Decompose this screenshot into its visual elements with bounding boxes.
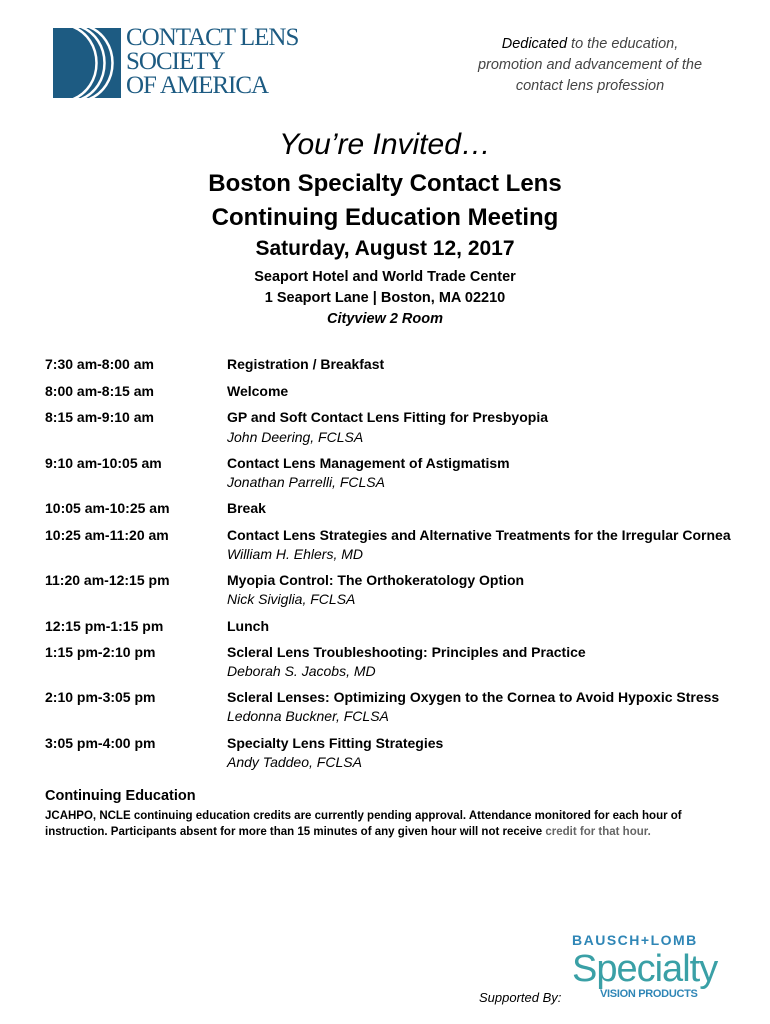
schedule-title: Scleral Lens Troubleshooting: Principles and Practice [227,644,586,660]
schedule-title: Registration / Breakfast [227,356,385,372]
tagline [460,34,720,97]
schedule-time: 10:25 am-11:20 am [45,527,169,543]
schedule-title: Contact Lens Management of Astigmatism [227,455,510,471]
event-title-line2: Continuing Education Meeting [211,204,559,231]
schedule-time: 8:15 am-9:10 am [45,409,154,425]
logo-text [126,24,299,99]
schedule-speaker: John Deering, FCLSA [227,429,364,445]
schedule-time: 7:30 am-8:00 am [45,356,154,372]
schedule-title: Scleral Lenses: Optimizing Oxygen to the Cornea to Avoid Hypoxic Stress [227,689,720,705]
schedule-title: Specialty Lens Fitting Strategies [227,735,444,751]
schedule-speaker: Deborah S. Jacobs, MD [227,663,376,679]
ce-body-line2: instruction. Participants absent for more than 15 minutes of any given hour will not receive [45,826,546,838]
logo-line-1: CONTACT LENS [126,24,299,51]
tagline-line3: contact lens profession [515,78,665,94]
logo-mark [53,28,121,98]
schedule-time: 12:15 pm-1:15 pm [45,618,164,634]
event-room: Cityview 2 Room [326,311,444,327]
event-address: 1 Seaport Lane | Boston, MA 02210 [264,290,506,306]
logo-line-2: SOCIETY [126,48,225,75]
schedule-speaker: Jonathan Parrelli, FCLSA [227,474,385,490]
schedule-title: GP and Soft Contact Lens Fitting for Presbyopia [227,409,548,425]
schedule-time: 3:05 pm-4:00 pm [45,735,156,751]
ce-body-light: credit for that hour. [545,826,651,838]
schedule-title: Myopia Control: The Orthokeratology Option [227,572,525,588]
event-title-line1: Boston Specialty Contact Lens [208,170,562,197]
sponsor-brand-name: BAUSCH+LOMB [572,932,698,948]
schedule-time: 9:10 am-10:05 am [45,455,162,471]
sponsor-vision-products: VISION PRODUCTS [600,988,698,1000]
schedule-title: Lunch [227,618,269,634]
event-venue: Seaport Hotel and World Trade Center [254,269,516,285]
schedule-time: 11:20 am-12:15 pm [45,572,170,588]
ce-heading: Continuing Education [45,788,196,804]
sponsor-specialty-wordmark: Specialty [572,948,718,990]
schedule-title: Welcome [227,383,289,399]
schedule-speaker: Ledonna Buckner, FCLSA [227,708,389,724]
logo-line-3: OF AMERICA [126,72,269,99]
schedule-time: 1:15 pm-2:10 pm [45,644,156,660]
schedule-title: Break [227,500,266,516]
schedule-time: 2:10 pm-3:05 pm [45,689,156,705]
tagline-line1: to the education, [567,36,679,52]
schedule-speaker: Andy Taddeo, FCLSA [227,754,362,770]
schedule-time: 10:05 am-10:25 am [45,500,170,516]
schedule-speaker: William H. Ehlers, MD [227,546,363,562]
event-date: Saturday, August 12, 2017 [255,237,515,260]
tagline-line2: promotion and advancement of the [477,57,703,73]
schedule-speaker: Nick Siviglia, FCLSA [227,591,356,607]
ce-body [45,808,735,840]
supported-by-label: Supported By: [479,990,562,1005]
schedule-time: 8:00 am-8:15 am [45,383,154,399]
schedule-title: Contact Lens Strategies and Alternative Treatments for the Irregular Cornea [227,527,731,543]
invite-heading: You’re Invited… [279,128,491,161]
ce-body-line1: JCAHPO, NCLE continuing education credits are currently pending approval. Attendance monitored for each hour of [45,810,682,822]
tagline-emphasis: Dedicated [501,36,568,52]
